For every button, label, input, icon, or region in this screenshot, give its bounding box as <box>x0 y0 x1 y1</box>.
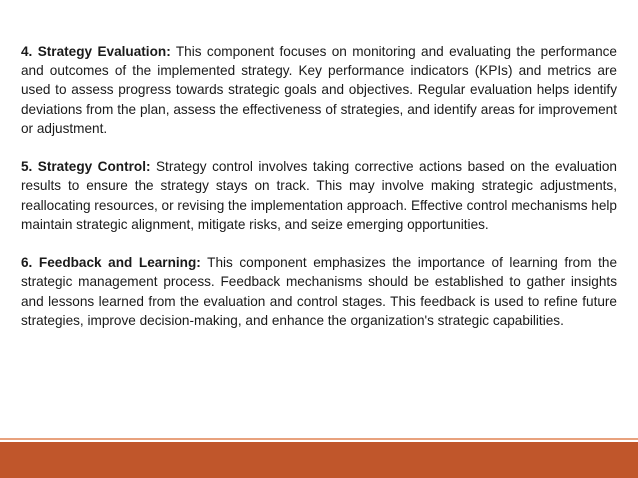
paragraph-feedback-learning <box>21 253 617 330</box>
paragraph-title: 5. Strategy Control: <box>21 159 151 175</box>
footer-divider <box>0 438 638 440</box>
slide-content <box>21 42 617 349</box>
paragraph-strategy-evaluation <box>21 42 617 138</box>
paragraph-text: This component focuses on monitoring and evaluating the performance and outcomes of the implemented strategy. Key performance indicators (KPIs) and metrics are used to assess progress towards strategic goals and objectives. Regular evaluation helps identify deviations from the plan, assess the effectiveness of strategies, and identify areas for improvement or adjustment. <box>21 44 617 136</box>
footer-bar <box>0 442 638 478</box>
paragraph-text: Strategy control involves taking corrective actions based on the evaluation results to ensure the strategy stays on track. This may involve making strategic adjustments, reallocating resources, or revising the implementation approach. Effective control mechanisms help maintain strategic alignment, mitigate risks, and seize emerging opportunities. <box>21 159 617 232</box>
paragraph-text: This component emphasizes the importance of learning from the strategic management process. Feedback mechanisms should be established to gather insights and lessons learned from the evaluation and control stages. This feedback is used to refine future strategies, improve decision-making, and enhance the organization's strategic capabilities. <box>21 255 617 328</box>
paragraph-title: 4. Strategy Evaluation: <box>21 44 171 59</box>
paragraph-title: 6. Feedback and Learning: <box>21 255 201 271</box>
paragraph-strategy-control <box>21 157 617 234</box>
